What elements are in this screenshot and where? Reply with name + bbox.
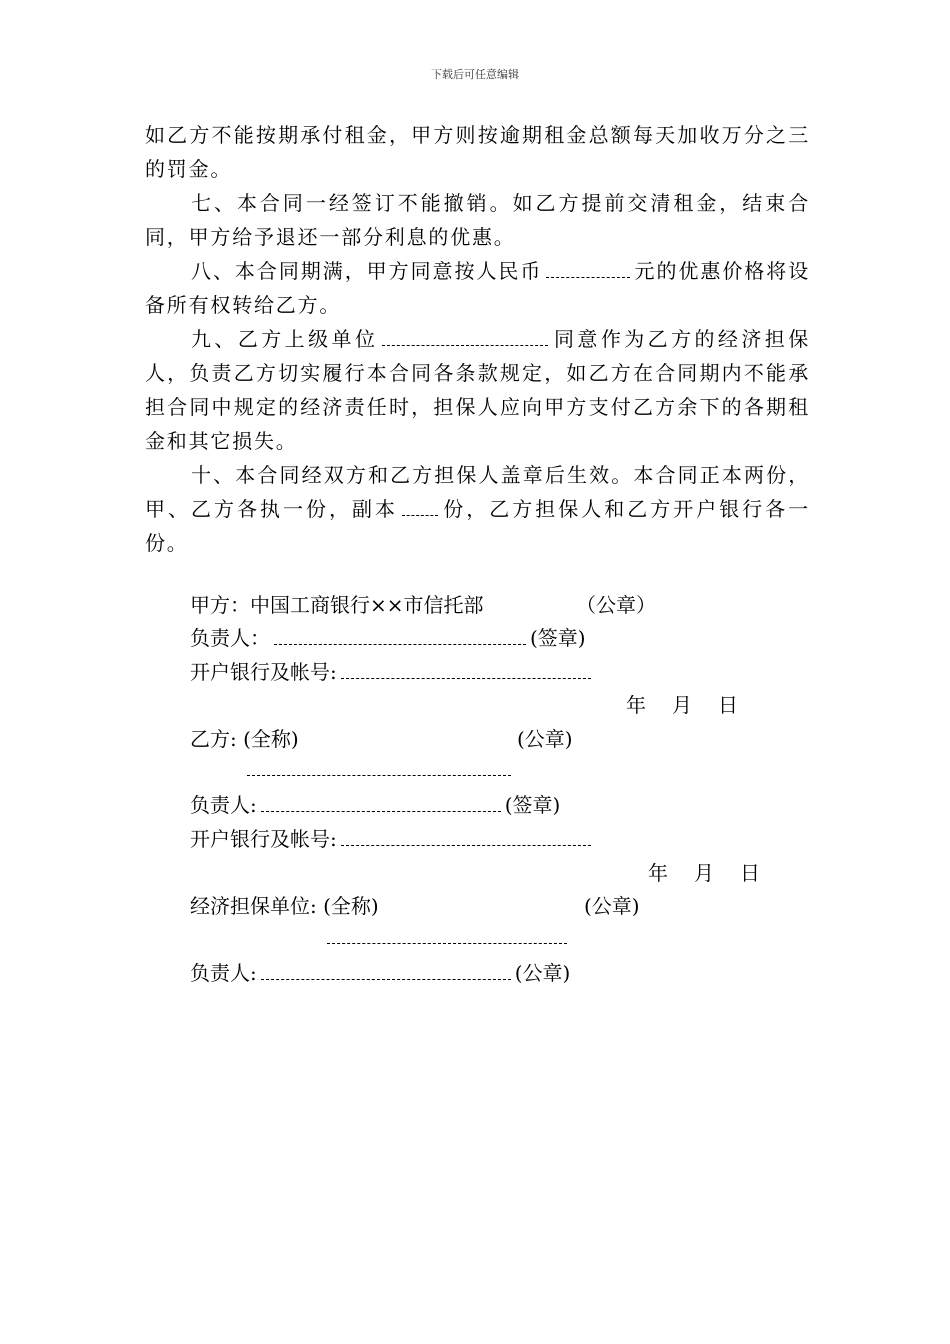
party-a-person-suffix: (签章) bbox=[530, 626, 586, 650]
contract-body bbox=[145, 118, 810, 560]
party-b-bank-blank[interactable] bbox=[341, 827, 591, 846]
guarantor-person-label: 负责人: bbox=[190, 961, 257, 985]
party-a-person-blank[interactable] bbox=[274, 626, 526, 645]
paragraph-clause-7: 七、本合同一经签订不能撤销。如乙方提前交清租金，结束合同，甲方给予退还一部分利息的优惠。 bbox=[145, 191, 810, 249]
guarantor-fullname-blank[interactable] bbox=[327, 943, 567, 944]
paragraph-clause-8 bbox=[145, 254, 810, 322]
party-b-seal: (公章) bbox=[517, 727, 573, 751]
guarantor-person-blank[interactable] bbox=[261, 961, 511, 980]
party-b-date-year: 年 bbox=[648, 861, 668, 885]
party-a-date bbox=[626, 690, 738, 720]
party-a-seal: （公章） bbox=[576, 593, 656, 617]
clause-9-text-after: 同意作为乙方的经济担保人，负责乙方切实履行本合同各条款规定，如乙方在合同期内不能承担合同中规定的经济责任时，担保人应向甲方支付乙方余下的各期租金和其它损失。 bbox=[145, 327, 810, 453]
party-b-date-month: 月 bbox=[694, 861, 714, 885]
party-a-bank-row bbox=[190, 657, 595, 687]
party-b-date bbox=[648, 858, 760, 888]
header-note: 下载后可任意编辑 bbox=[431, 68, 519, 81]
paragraph-late-penalty: 如乙方不能按期承付租金，甲方则按逾期租金总额每天加收万分之三的罚金。 bbox=[145, 123, 810, 181]
paragraph-clause-10 bbox=[145, 458, 810, 560]
party-a-date-day: 日 bbox=[718, 693, 738, 717]
party-b-date-day: 日 bbox=[740, 861, 760, 885]
clause-8-text-after: 元的优惠价格将设备所有权转给乙方。 bbox=[145, 259, 810, 317]
party-a-person-row bbox=[190, 623, 586, 653]
party-a-bank-label: 开户银行及帐号: bbox=[190, 660, 337, 684]
party-b-fullname-blank[interactable] bbox=[247, 775, 511, 776]
guarantor-seal: (公章) bbox=[584, 894, 640, 918]
superior-unit-blank[interactable] bbox=[382, 327, 548, 346]
clause-10-text-after: 份，乙方担保人和乙方开户银行各一份。 bbox=[145, 497, 810, 555]
clause-9-text-before: 九、乙方上级单位 bbox=[191, 327, 379, 351]
guarantor-person-suffix: (公章) bbox=[514, 961, 571, 985]
party-b-person-suffix: (签章) bbox=[504, 793, 561, 817]
party-a-date-month: 月 bbox=[672, 693, 692, 717]
price-blank[interactable] bbox=[546, 259, 630, 278]
paragraph-clause-9 bbox=[145, 322, 810, 458]
party-a-date-year: 年 bbox=[626, 693, 646, 717]
party-b-person-label: 负责人: bbox=[190, 793, 257, 817]
clause-8-text-before: 八、本合同期满，甲方同意按人民币 bbox=[191, 259, 543, 283]
guarantor-name-line: 经济担保单位: (全称) bbox=[190, 894, 379, 918]
guarantor-person-row bbox=[190, 958, 570, 988]
party-a-name-line: 甲方：中国工商银行××市信托部 bbox=[190, 593, 484, 617]
party-b-name-line: 乙方: (全称) bbox=[190, 727, 299, 751]
party-b-bank-row bbox=[190, 824, 595, 854]
party-a-bank-blank[interactable] bbox=[341, 660, 591, 679]
clause-10-text-before: 十、本合同经双方和乙方担保人盖章后生效。本合同正本两份，甲、乙方各执一份，副本 bbox=[145, 463, 810, 521]
party-b-bank-label: 开户银行及帐号: bbox=[190, 827, 337, 851]
party-b-person-blank[interactable] bbox=[261, 793, 501, 812]
party-b-person-row bbox=[190, 790, 560, 820]
copies-blank[interactable] bbox=[402, 497, 438, 516]
party-a-person-label: 负责人： bbox=[190, 626, 270, 650]
